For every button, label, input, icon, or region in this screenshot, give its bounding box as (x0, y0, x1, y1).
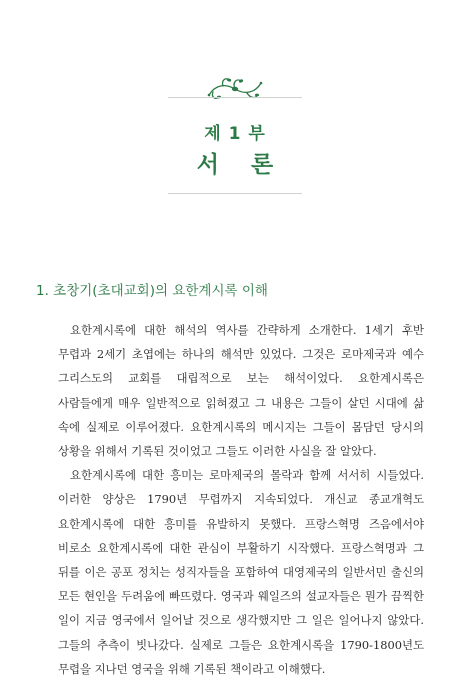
paragraph: 요한계시록에 대한 해석의 역사를 간략하게 소개한다. 1세기 후반 무렵과 2세기 초엽에는 하나의 해석만 있었다. 그것은 로마제국과 예수 그리스도의 교회를 대립적으로 보는 해석이었다. 요한계시록은 사람들에게 매우 일반적으로 읽혀졌고 그 내용은 그들이 살던 시대에 삶 속에 실제로 이루어졌다. 요한계시록의 메시지는 그들이 몸담던 당시의 상황을 위해서 기록된 것이었고 그들도 이러한 사실을 잘 알았다. (58, 323, 424, 459)
bottom-divider (168, 193, 302, 194)
section-heading: 1. 초창기(초대교회)의 요한계시록 이해 (36, 283, 268, 299)
paragraph: 요한계시록에 대한 흥미는 로마제국의 몰락과 함께 서서히 시들었다. 이러한 양상은 1790년 무렵까지 지속되었다. 개신교 종교개혁도 요한계시록에 대한 흥미를 유발하지 못했다. 프랑스혁명 즈음에서야 비로소 요한계시록에 대한 관심이 부활하기 시작했다. 프랑스혁명과 그 뒤를 이은 공포 정치는 성직자들을 포함하여 대영제국의 일반서민 출신의 모든 현인을 두려움에 빠뜨렸다. 영국과 웨일즈의 설교자들은 뭔가 끔찍한 일이 지금 영국에서 일어날 것으로 생각했지만 그 일은 일어나지 않았다. 그들의 추측이 빗나갔다. 실제로 그들은 요한계시록을 1790-1800년도 무렵을 지나던 영국을 위해 기록된 책이라고 이해했다. (58, 468, 424, 676)
part-number: 제 1 부 (204, 124, 266, 144)
body-text (58, 318, 424, 681)
top-divider (168, 97, 302, 98)
part-title: 서 론 (196, 152, 286, 178)
floral-vine-ornament-icon (205, 75, 265, 103)
